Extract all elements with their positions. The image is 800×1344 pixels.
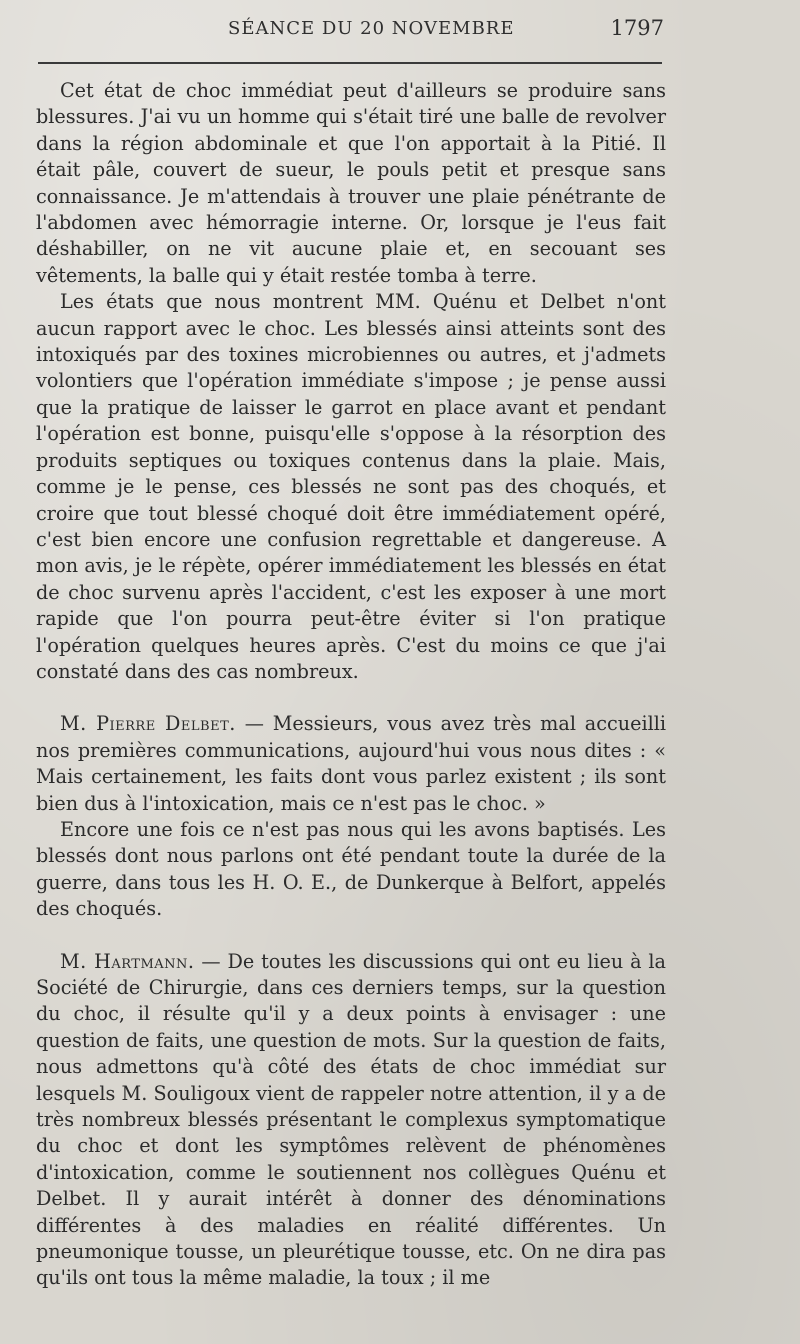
- paragraph-choc-sans-blessures: [36, 78, 666, 289]
- paragraph-text: Cet état de choc immédiat peut d'ailleurs se produire sans blessures. J'ai vu un homme qui s'était tiré une balle de revolver dans la région abdominale et que l'on apportait à la Pitié. Il était pâle, couvert de sueur, le pouls petit et presque sans connaissance. Je m'attendais à trouver une plaie pénétrante de l'abdomen avec hémorragie interne. Or, lorsque je l'eus fait déshabiller, on ne vit aucune plaie et, en secouant ses vêtements, la balle qui y était restée tomba à terre.: [36, 79, 666, 287]
- speaker-name: M. Pierre Delbet.: [60, 712, 236, 736]
- page-number: 1797: [610, 16, 664, 40]
- running-title: SÉANCE DU 20 NOVEMBRE: [228, 18, 515, 39]
- running-head: [36, 14, 664, 48]
- paragraph-delbet-intervention: [36, 711, 666, 817]
- section-gap: [36, 923, 666, 949]
- paragraph-text: Les états que nous montrent MM. Quénu et Delbet n'ont aucun rapport avec le choc. Les blessés ainsi atteints sont des intoxiqués par des toxines microbiennes ou autres, et j'admets volontiers que l'opération immédiate s'impose ; je pense aussi que la pratique de laisser le garrot en place avant et pendant l'opération est bonne, puisqu'elle s'oppose à la résorption des produits septiques ou toxiques contenus dans la plaie. Mais, comme je le pense, ces blessés ne sont pas des choqués, et croire que tout blessé choqué doit être immédiatement opéré, c'est bien encore une confusion regrettable et dangereuse. A mon avis, je le répète, opérer immédiatement les blessés en état de choc survenu après l'accident, c'est les exposer à une mort rapide que l'on pourra peut-être éviter si l'on pratique l'opération quelques heures après. C'est du moins ce que j'ai constaté dans des cas nombreux.: [36, 290, 666, 683]
- speaker-name: M. Hartmann.: [60, 949, 195, 973]
- header-rule: [38, 62, 662, 64]
- paragraph-etats-intoxiques: [36, 289, 666, 685]
- paragraph-text: Encore une fois ce n'est pas nous qui les avons baptisés. Les blessés dont nous parlons ont été pendant toute la durée de la guerre, dans tous les H. O. E., de Dunkerque à Belfort, appelés des choqués.: [36, 817, 666, 921]
- body-text: [36, 78, 666, 1292]
- section-gap: [36, 685, 666, 711]
- paragraph-text: — De toutes les discussions qui ont eu lieu à la Société de Chirurgie, dans ces derniers temps, sur la question du choc, il résulte qu'il y a deux points à envisager : une question de faits, une question de mots. Sur la question de faits, nous admettons qu'à côté des états de choc immédiat sur lesquels M. Souligoux vient de rappeler notre attention, il y a de très nombreux blessés présentant le complexus symptomatique du choc et dont les symptômes relèvent de phénomènes d'intoxication, comme le soutiennent nos collègues Quénu et Delbet. Il y aurait intérêt à donner des dénominations différentes à des maladies en réalité différentes. Un pneumonique tousse, un pleurétique tousse, etc. On ne dira pas qu'ils ont tous la même maladie, la toux ; il me: [36, 949, 666, 1290]
- paragraph-hartmann-intervention: [36, 949, 666, 1292]
- paragraph-delbet-continuation: [36, 817, 666, 923]
- paragraph-text: — Messieurs, vous avez très mal accueilli nos premières communications, aujourd'hui vous nous dites : « Mais certainement, les faits dont vous parlez existent ; ils sont bien dus à l'intoxication, mais ce n'est pas le choc. »: [36, 712, 666, 815]
